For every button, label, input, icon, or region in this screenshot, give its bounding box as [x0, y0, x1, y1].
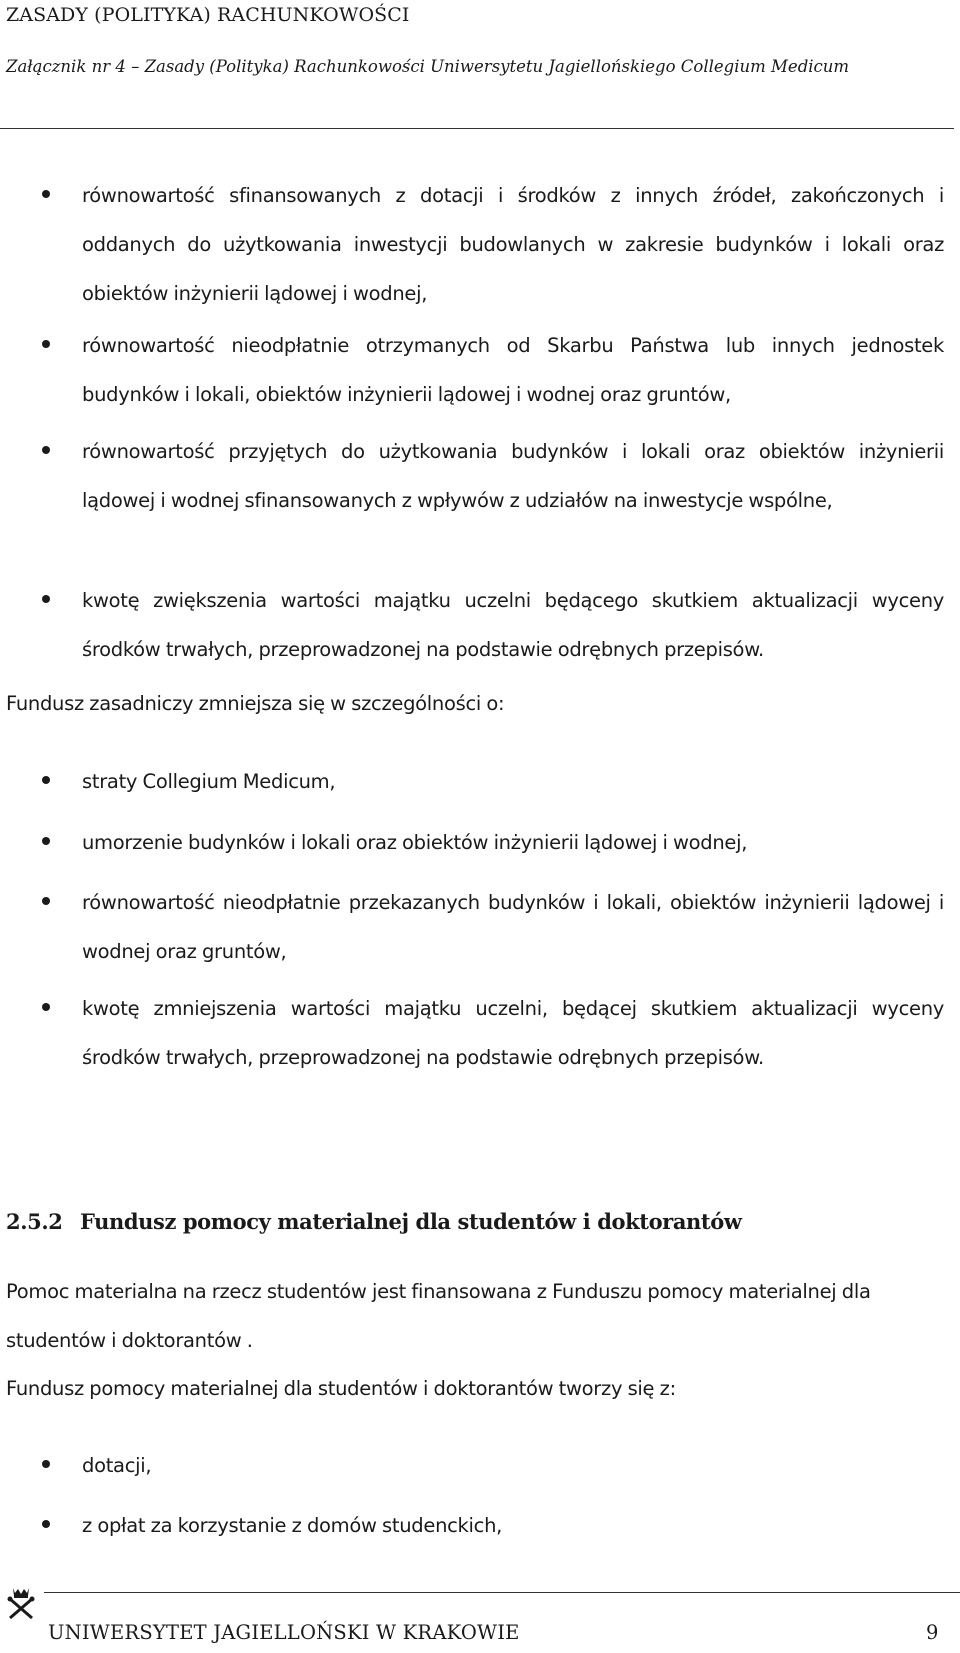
footer-divider: [44, 1592, 960, 1593]
section-heading: [6, 1209, 742, 1234]
section-paragraph: Fundusz pomocy materialnej dla studentów i doktorantów tworzy się z:: [6, 1377, 676, 1400]
bullet-icon: [42, 1520, 50, 1528]
section-paragraph: Pomoc materialna na rzecz studentów jest finansowana z Funduszu pomocy materialnej dla studentów i doktorantów .: [6, 1280, 871, 1352]
document-subtitle: Załącznik nr 4 – Zasady (Polityka) Rachunkowości Uniwersytetu Jagiellońskiego Collegium Medicum: [6, 57, 850, 76]
list-item: równowartość nieodpłatnie otrzymanych od Skarbu Państwa lub innych jednostek budynków i lokali, obiektów inżynierii lądowej i wodnej oraz gruntów,: [82, 334, 944, 406]
list-item: kwotę zwiększenia wartości majątku uczelni będącego skutkiem aktualizacji wyceny środków trwałych, przeprowadzonej na podstawie odrębnych przepisów.: [82, 589, 944, 661]
page-number: 9: [926, 1621, 939, 1644]
bullet-icon: [42, 1003, 50, 1011]
list-item: umorzenie budynków i lokali oraz obiektów inżynierii lądowej i wodnej,: [82, 831, 748, 854]
bullet-icon: [42, 776, 50, 784]
list-item: kwotę zmniejszenia wartości majątku uczelni, będącej skutkiem aktualizacji wyceny środków trwałych, przeprowadzonej na podstawie odrębnych przepisów.: [82, 997, 944, 1069]
crossed-sceptres-crown-icon: [4, 1585, 38, 1619]
decrease-intro: Fundusz zasadniczy zmniejsza się w szczególności o:: [6, 692, 505, 715]
list-item: dotacji,: [82, 1454, 152, 1477]
bullet-icon: [42, 446, 50, 454]
list-item: równowartość sfinansowanych z dotacji i środków z innych źródeł, zakończonych i oddanych do użytkowania inwestycji budowlanych w zakresie budynków i lokali oraz obiektów inżynierii lądowej i wodnej,: [82, 184, 944, 305]
header-divider: [0, 128, 954, 129]
bullet-icon: [42, 897, 50, 905]
bullet-icon: [42, 340, 50, 348]
footer-university: UNIWERSYTET JAGIELLOŃSKI W KRAKOWIE: [48, 1621, 520, 1644]
list-item: straty Collegium Medicum,: [82, 770, 336, 793]
list-item: równowartość przyjętych do użytkowania budynków i lokali oraz obiektów inżynierii lądowej i wodnej sfinansowanych z wpływów z udziałów na inwestycje wspólne,: [82, 440, 944, 512]
section-number: 2.5.2: [6, 1209, 63, 1234]
list-item: równowartość nieodpłatnie przekazanych budynków i lokali, obiektów inżynierii lądowej i wodnej oraz gruntów,: [82, 891, 944, 963]
bullet-icon: [42, 595, 50, 603]
bullet-icon: [42, 1460, 50, 1468]
list-item: z opłat za korzystanie z domów studenckich,: [82, 1514, 503, 1537]
document-title: ZASADY (POLITYKA) RACHUNKOWOŚCI: [6, 4, 410, 26]
bullet-icon: [42, 837, 50, 845]
bullet-icon: [42, 190, 50, 198]
section-title: Fundusz pomocy materialnej dla studentów i doktorantów: [80, 1209, 742, 1234]
